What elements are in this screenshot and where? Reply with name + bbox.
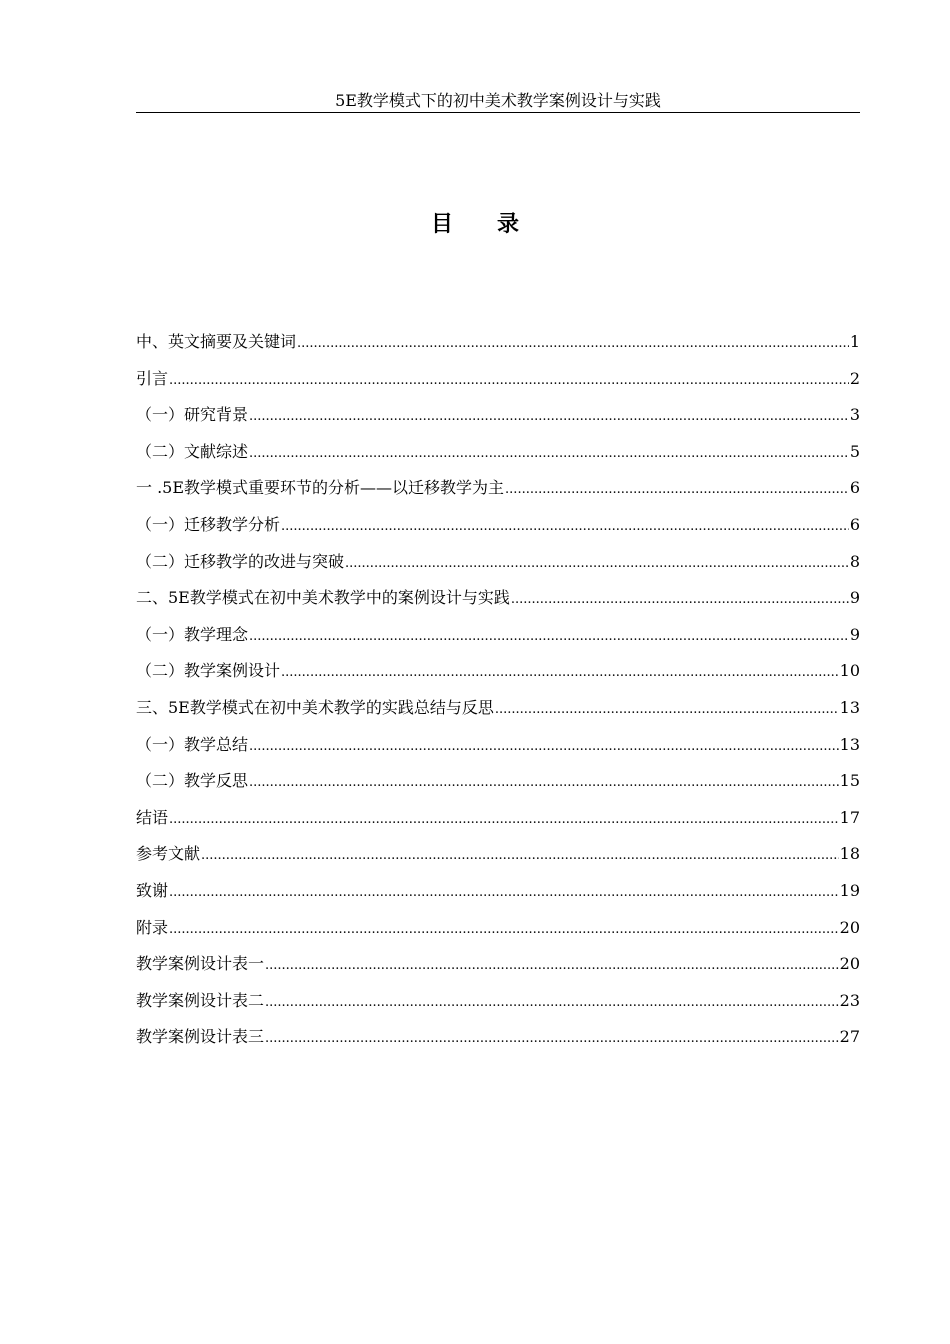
toc-dot-leader (281, 653, 839, 692)
running-header (136, 90, 860, 113)
toc-entry[interactable] (136, 946, 860, 983)
toc-entry[interactable] (136, 470, 860, 507)
toc-entry-label: 引言 (136, 368, 169, 388)
toc-dot-leader (249, 727, 839, 766)
toc-entry-label: 结语 (136, 807, 169, 827)
toc-entry[interactable] (136, 434, 860, 471)
toc-entry-label: （二）教学反思 (136, 771, 249, 791)
toc-dot-leader (169, 800, 839, 839)
toc-dot-leader (169, 361, 849, 400)
toc-entry-label: （一）教学理念 (136, 624, 249, 644)
toc-dot-leader (169, 873, 839, 912)
toc-heading-right: 录 (497, 211, 520, 237)
toc-dot-leader (169, 910, 839, 949)
toc-entry[interactable] (136, 873, 860, 910)
toc-entry[interactable] (136, 361, 860, 398)
toc-entry-label: 一 .5E教学模式重要环节的分析——以迁移教学为主 (136, 478, 505, 498)
toc-entry-page: 13 (839, 734, 860, 754)
toc-entry-page: 15 (839, 771, 860, 791)
toc-entry-label: 中、英文摘要及关键词 (136, 332, 297, 351)
toc-entry-page: 13 (839, 697, 860, 717)
toc-dot-leader (297, 324, 849, 363)
toc-entry-label: （一）研究背景 (136, 405, 249, 425)
toc-dot-leader (249, 617, 849, 656)
toc-entry-page: 9 (849, 624, 860, 644)
toc-heading (0, 208, 950, 240)
toc-entry-page: 18 (839, 844, 860, 864)
toc-entry-label: 附录 (136, 917, 169, 937)
toc-entry-page: 2 (849, 368, 860, 388)
toc-dot-leader (511, 580, 849, 619)
toc-entry-page: 5 (849, 441, 860, 461)
toc-entry-page: 20 (839, 917, 860, 937)
toc-entry-page: 6 (849, 478, 860, 498)
toc-dot-leader (495, 690, 839, 729)
toc-dot-leader (249, 397, 849, 436)
toc-entry-label: 参考文献 (136, 844, 201, 864)
toc-entry-label: （二）文献综述 (136, 441, 249, 461)
toc-entry-label: 教学案例设计表三 (136, 1027, 265, 1047)
toc-dot-leader (281, 507, 849, 546)
toc-heading-left: 目 (430, 211, 453, 237)
toc-dot-leader (265, 946, 839, 985)
toc-dot-leader (265, 983, 839, 1022)
toc-entry[interactable] (136, 763, 860, 800)
toc-entry[interactable] (136, 580, 860, 617)
toc-entry-page: 9 (849, 588, 860, 608)
toc-entry-label: 教学案例设计表一 (136, 954, 265, 974)
toc-entry-page: 1 (849, 332, 860, 351)
toc-entry[interactable] (136, 836, 860, 873)
toc-entry[interactable] (136, 983, 860, 1020)
toc-entry-page: 23 (839, 990, 860, 1010)
toc-dot-leader (505, 470, 849, 509)
toc-entry[interactable] (136, 800, 860, 837)
toc-entry[interactable] (136, 653, 860, 690)
toc-entry-label: （二）教学案例设计 (136, 661, 281, 681)
toc-entry-label: （二）迁移教学的改进与突破 (136, 551, 345, 571)
toc-entry-page: 8 (849, 551, 860, 571)
running-header-title: 5E教学模式下的初中美术教学案例设计与实践 (335, 91, 661, 110)
toc-entry[interactable] (136, 507, 860, 544)
toc-entry[interactable] (136, 324, 860, 361)
toc-dot-leader (249, 434, 849, 473)
toc-entry-page: 17 (839, 807, 860, 827)
toc-entry[interactable] (136, 690, 860, 727)
toc-entry-page: 3 (849, 405, 860, 425)
toc-entry[interactable] (136, 1019, 860, 1056)
toc-entry-page: 10 (839, 661, 860, 681)
toc-entry-page: 27 (839, 1027, 860, 1047)
toc-entry-label: （一）迁移教学分析 (136, 514, 281, 534)
toc-entry-page: 20 (839, 954, 860, 974)
toc-entry[interactable] (136, 397, 860, 434)
toc-entry-label: 二、5E教学模式在初中美术教学中的案例设计与实践 (136, 588, 510, 608)
toc-entry[interactable] (136, 727, 860, 764)
toc-entry-label: （一）教学总结 (136, 734, 249, 754)
toc-dot-leader (249, 763, 839, 802)
toc-entry-page: 19 (839, 880, 860, 900)
toc-entry-page: 6 (849, 514, 860, 534)
toc-entry-label: 教学案例设计表二 (136, 990, 265, 1010)
toc-entry[interactable] (136, 910, 860, 947)
toc-dot-leader (201, 836, 839, 875)
toc-entry-label: 三、5E教学模式在初中美术教学的实践总结与反思 (136, 697, 494, 717)
toc-entry[interactable] (136, 544, 860, 581)
toc-dot-leader (345, 544, 849, 583)
toc-entry[interactable] (136, 617, 860, 654)
toc-dot-leader (265, 1019, 839, 1058)
table-of-contents (136, 324, 860, 1056)
toc-entry-label: 致谢 (136, 880, 169, 900)
